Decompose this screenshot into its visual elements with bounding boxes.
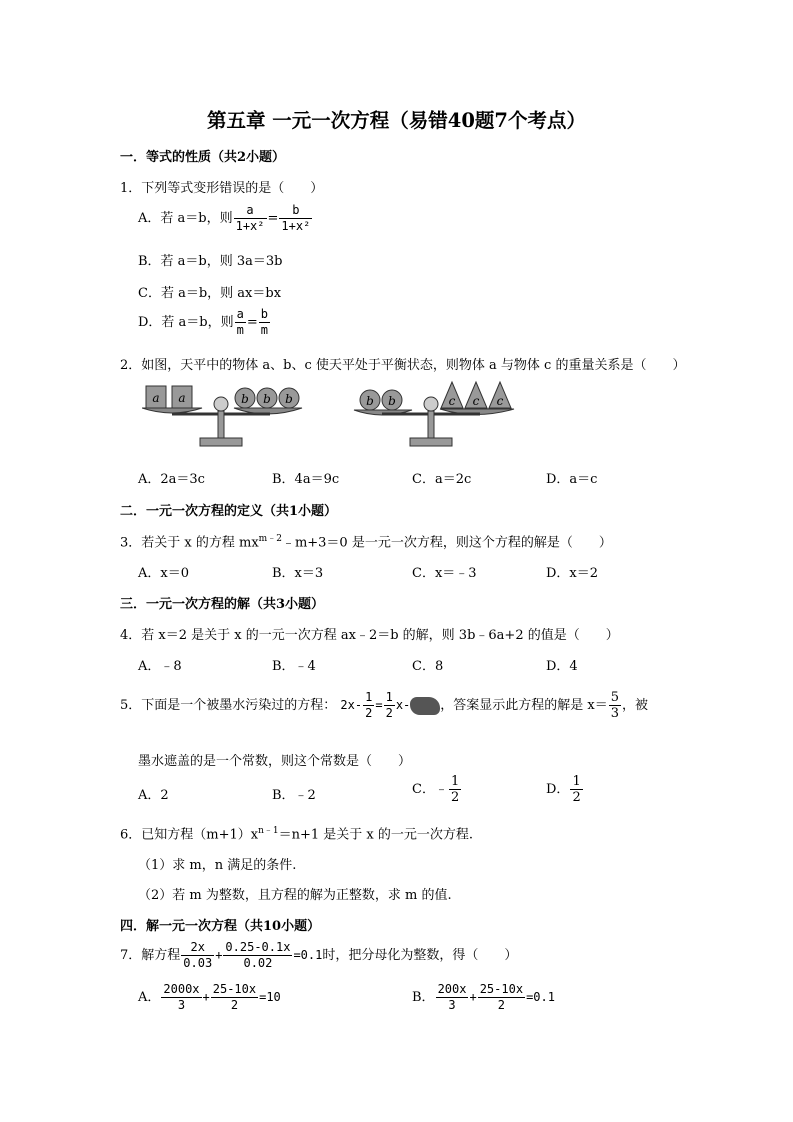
question-4-option-b: B．﹣4 [272, 659, 316, 674]
question-4-option-c: C．8 [412, 659, 444, 674]
question-1-stem: 1．下列等式变形错误的是（ ） [120, 181, 324, 196]
weight-b-label: b [388, 394, 396, 408]
question-3-stem: 3．若关于 x 的方程 $mx^{m﹣2}﹣m+3=0$ 是一元一次方程，则这个方程的解是（ ） [120, 534, 612, 551]
balance-scale-figure-1 [142, 378, 312, 450]
section-heading-4: 四．解一元一次方程（共10小题） [120, 919, 321, 934]
weight-c-label: c [472, 394, 480, 408]
weight-a-label: a [152, 391, 160, 405]
question-3-option-a: A．x＝0 [138, 566, 189, 581]
question-6-stem: 6．已知方程$(m+1)x^{n﹣1}=n+1$ 是关于 x 的一元一次方程. [120, 826, 474, 843]
q1-d-prefix: D．若 a＝b，则 [138, 315, 234, 330]
q5-solution-fraction: $\frac{5}{3}$ [610, 690, 620, 721]
question-2-option-d: D．a＝c [546, 472, 598, 487]
question-5-stem: 5．下面是一个被墨水污染过的方程： 2x- $\frac{1}{2}$ = $\frac{1}{2}$ x- ，答案显示此方程的解是 x＝ $\frac{5}{3}$ ，被 [120, 690, 649, 721]
question-1-option-a: A．若 a＝b，则 $\frac{a}{\text{1+x²}}$ = $\frac{b}{\text{1+x²}}$ [138, 203, 311, 233]
question-6-part-2: （2）若 m 为整数，且方程的解为正整数，求 m 的值. [138, 888, 452, 903]
question-7-option-a: A． $\frac{2000x}{3}$ + $\frac{25-10x}{2}$ =10 [138, 982, 281, 1012]
q1-a-fraction-1: $\frac{a}{\text{1+x²}}$ [235, 203, 265, 233]
question-5-option-b: B．﹣2 [272, 788, 316, 803]
weight-b-label: b [366, 394, 374, 408]
question-5-line-2: 墨水遮盖的是一个常数，则这个常数是（ ） [138, 754, 412, 769]
question-1-option-b: B．若 a＝b，则 3a＝3b [138, 254, 283, 269]
q1-a-fraction-2: $\frac{b}{\text{1+x²}}$ [281, 203, 311, 233]
weight-b-label: b [263, 392, 271, 406]
question-4-option-a: A．﹣8 [138, 659, 182, 674]
question-2-option-b: B．4a＝9c [272, 472, 340, 487]
question-3-option-d: D．x＝2 [546, 566, 599, 581]
q5-equation: 2x- $\frac{1}{2}$ = $\frac{1}{2}$ x- [340, 690, 411, 720]
question-5-option-d: D． $\frac{1}{2}$ [546, 774, 581, 805]
question-5-option-c: C．﹣ $\frac{1}{2}$ [412, 774, 460, 805]
weight-c-label: c [448, 394, 456, 408]
section-heading-3: 三．一元一次方程的解（共3小题） [120, 597, 325, 612]
section-heading-2: 二．一元一次方程的定义（共1小题） [120, 504, 338, 519]
question-2-option-a: A．2a＝3c [138, 472, 205, 487]
balance-scale-figure-2 [352, 378, 522, 450]
q1-a-prefix: A．若 a＝b，则 [138, 211, 233, 226]
section-heading-1: 一．等式的性质（共2小题） [120, 150, 286, 165]
question-3-option-c: C．x＝﹣3 [412, 566, 477, 581]
question-4-option-d: D．4 [546, 659, 578, 674]
q1-d-fraction-2: $\frac{b}{m}$ [260, 307, 269, 337]
question-2-stem: 2．如图，天平中的物体 a、b、c 使天平处于平衡状态，则物体 a 与物体 c 的重量关系是（ ） [120, 358, 686, 373]
weight-a-label: a [178, 391, 186, 405]
question-1-option-c: C．若 a＝b，则 ax＝bx [138, 286, 282, 301]
question-3-option-b: B．x＝3 [272, 566, 324, 581]
question-7-option-b: B． $\frac{200x}{3}$ + $\frac{25-10x}{2}$ =0.1 [412, 982, 555, 1012]
question-5-option-a: A．2 [138, 788, 169, 803]
weight-b-label: b [285, 392, 293, 406]
question-6-part-1: （1）求 m，n 满足的条件. [138, 858, 297, 873]
ink-blot [410, 697, 440, 715]
question-2-option-c: C．a＝2c [412, 472, 472, 487]
weight-c-label: c [496, 394, 504, 408]
weight-b-label: b [241, 392, 249, 406]
page-title: 第五章 一元一次方程（易错40题7个考点） [207, 109, 586, 132]
question-7-stem: 7．解方程 $\frac{2x}{0.03}$ + $\frac{0.25-0.1x}{0.02}$ =0.1时，把分母化为整数，得（ ） [120, 940, 518, 970]
question-4-stem: 4．若 x＝2 是关于 x 的一元一次方程 ax﹣2＝b 的解，则 3b﹣6a+2 的值是（ ） [120, 628, 619, 643]
question-1-option-d: D．若 a＝b，则 $\frac{a}{m}$ = $\frac{b}{m}$ [138, 307, 269, 337]
q1-d-fraction-1: $\frac{a}{m}$ [236, 307, 244, 337]
